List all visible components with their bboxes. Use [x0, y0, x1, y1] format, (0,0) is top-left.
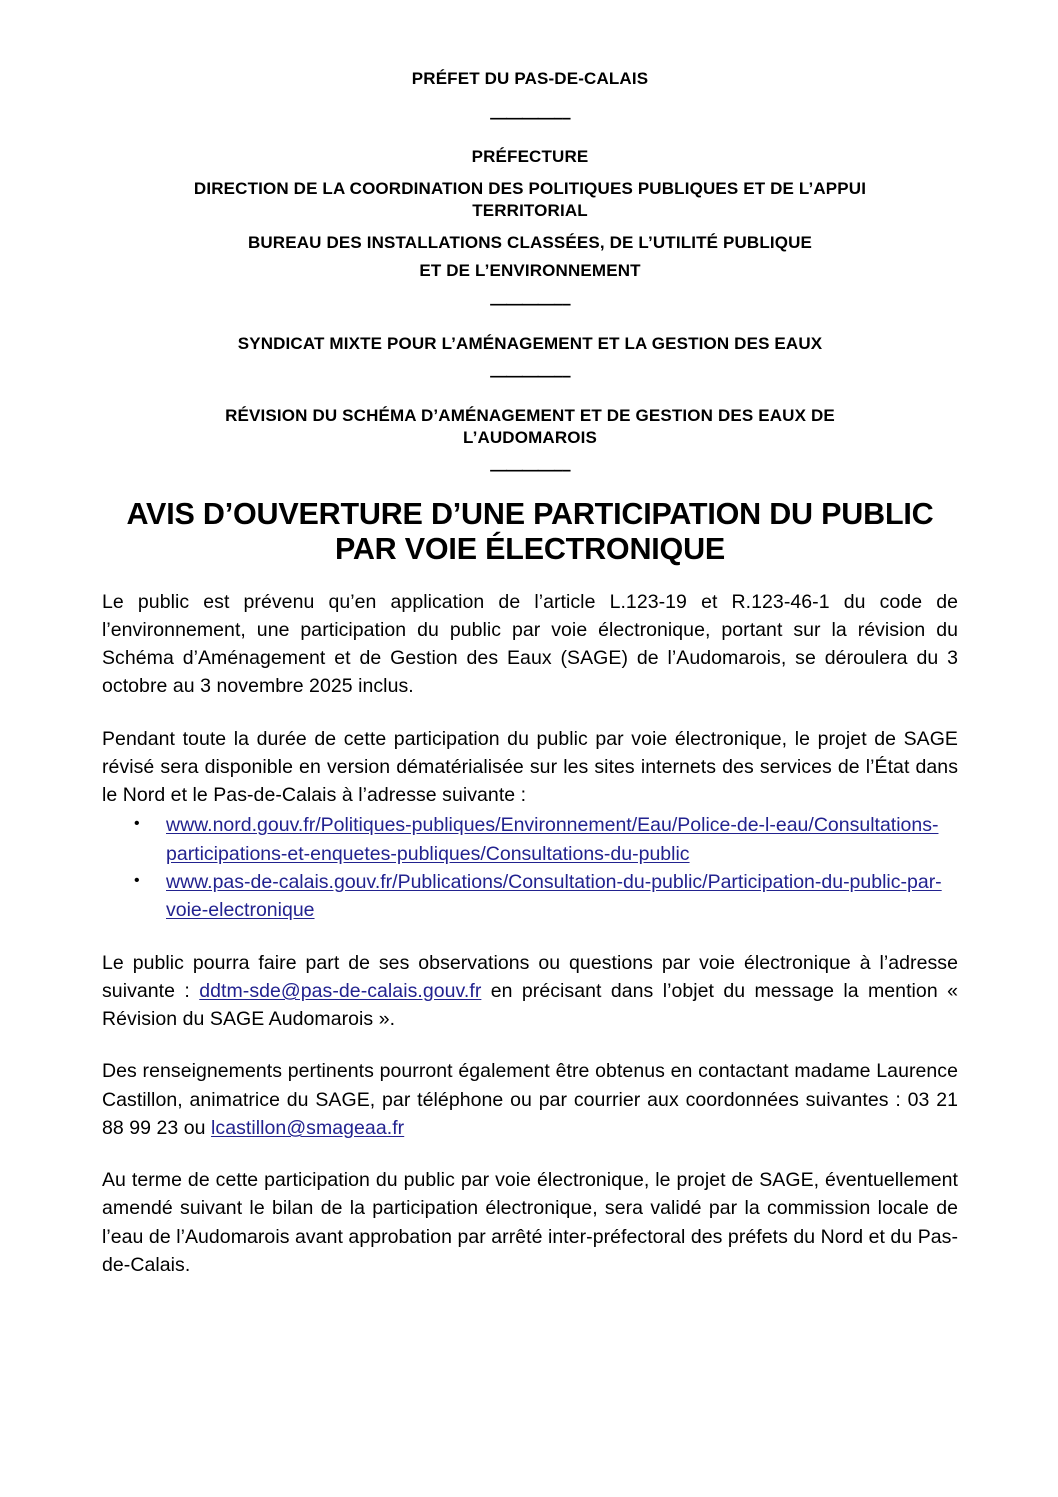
- separator-rule-2: [102, 293, 958, 317]
- prefet-heading: PRÉFET DU PAS-DE-CALAIS: [411, 69, 649, 88]
- direction-heading-line-1: DIRECTION DE LA COORDINATION DES POLITIQUES PUBLIQUES ET DE L’APPUI: [193, 179, 867, 199]
- separator-glyphs: ————––: [490, 107, 570, 127]
- link-email-lcastillon[interactable]: lcastillon@smageaa.fr: [211, 1116, 405, 1139]
- list-item: [102, 811, 958, 868]
- link-nord-gouv-fr[interactable]: www.nord.gouv.fr/Politiques-publiques/Environnement/Eau/Police-de-l-eau/Consultations-participations-et-enquetes-publiques/Consultations-du-public: [166, 814, 939, 865]
- spacer: [102, 130, 958, 146]
- prefecture-heading: PRÉFECTURE: [471, 147, 589, 167]
- bureau-heading: [102, 232, 958, 282]
- separator-rule-3: [102, 365, 958, 389]
- paragraph-contact: [102, 1057, 958, 1142]
- spacer: [102, 355, 958, 365]
- paragraph-observations-text-before: Le public pourra faire part de ses observations ou questions par voie électronique à l’adresse suivante :: [102, 951, 958, 1002]
- paragraph-contact-text-before: Des renseignements pertinents pourront également être obtenus en contactant madame Laurence Castillon, animatrice du SAGE, par téléphone ou par courrier aux coordonnées suivantes : 03 21 88 99 23 ou: [102, 1060, 958, 1139]
- separator-glyphs: ————––: [490, 366, 570, 386]
- page-title-line-2: PAR VOIE ÉLECTRONIQUE: [334, 532, 726, 567]
- spacer: [102, 222, 958, 232]
- letterhead: [102, 68, 958, 483]
- revision-heading-line-1: RÉVISION DU SCHÉMA D’AMÉNAGEMENT ET DE GESTION DES EAUX DE: [225, 405, 835, 425]
- revision-heading-line-2: L’AUDOMAROIS: [462, 427, 598, 447]
- spacer: [102, 389, 958, 405]
- separator-rule-1: [102, 106, 958, 130]
- bureau-heading-line-1: BUREAU DES INSTALLATIONS CLASSÉES, DE L’UTILITÉ PUBLIQUE: [247, 233, 813, 253]
- paragraph-announcement: Le public est prévenu qu’en application de l’article L.123-19 et R.123-46-1 du code de l’environnement, une participation du public par voie électronique, portant sur la révision du Schéma d’Aménagement et de Gestion des Eaux (SAGE) de l’Audomarois, se déroulera du 3 octobre au 3 novembre 2025 inclus.: [102, 590, 958, 698]
- spacer: [102, 317, 958, 333]
- separator-glyphs: ————––: [490, 460, 570, 480]
- spacer: [102, 90, 958, 106]
- bureau-heading-line-2: ET DE L’ENVIRONNEMENT: [419, 261, 641, 281]
- spacer: [102, 168, 958, 178]
- separator-glyphs: ————––: [490, 294, 570, 314]
- link-pas-de-calais-gouv-fr[interactable]: www.pas-de-calais.gouv.fr/Publications/Consultation-du-public/Participation-du-public-par-voie-electronique: [166, 870, 942, 922]
- spacer: [102, 283, 958, 293]
- page-title-line-1: AVIS D’OUVERTURE D’UNE PARTICIPATION DU PUBLIC: [126, 496, 934, 531]
- link-email-ddtm-sde[interactable]: ddtm-sde@pas-de-calais.gouv.fr: [199, 979, 482, 1002]
- paragraph-observations-text-after: en précisant dans l’objet du message la mention « Révision du SAGE Audomarois ».: [102, 979, 958, 1031]
- syndicat-heading: SYNDICAT MIXTE POUR L’AMÉNAGEMENT ET LA GESTION DES EAUX: [237, 333, 823, 353]
- revision-heading: [102, 405, 958, 449]
- spacer: [102, 449, 958, 459]
- separator-rule-4: [102, 459, 958, 483]
- paragraph-conclusion: Au terme de cette participation du public par voie électronique, le projet de SAGE, éventuellement amendé suivant le bilan de la participation électronique, sera validé par la commission locale de l’eau de l’Audomarois avant approbation par arrêté inter-préfectoral des préfets du Nord et du Pas-de-Calais.: [102, 1169, 958, 1276]
- page-title: [102, 497, 958, 568]
- list-item: [102, 868, 958, 925]
- document-body: [102, 588, 958, 1280]
- website-url-list: [102, 811, 958, 924]
- direction-heading-line-2: TERRITORIAL: [472, 201, 588, 221]
- paragraph-observations: [102, 949, 958, 1034]
- paragraph-availability: Pendant toute la durée de cette participation du public par voie électronique, le projet de SAGE révisé sera disponible en version dématérialisée sur les sites internets des services de l’État dans le Nord et le Pas-de-Calais à l’adresse suivante :: [102, 727, 958, 807]
- direction-heading: [102, 178, 958, 222]
